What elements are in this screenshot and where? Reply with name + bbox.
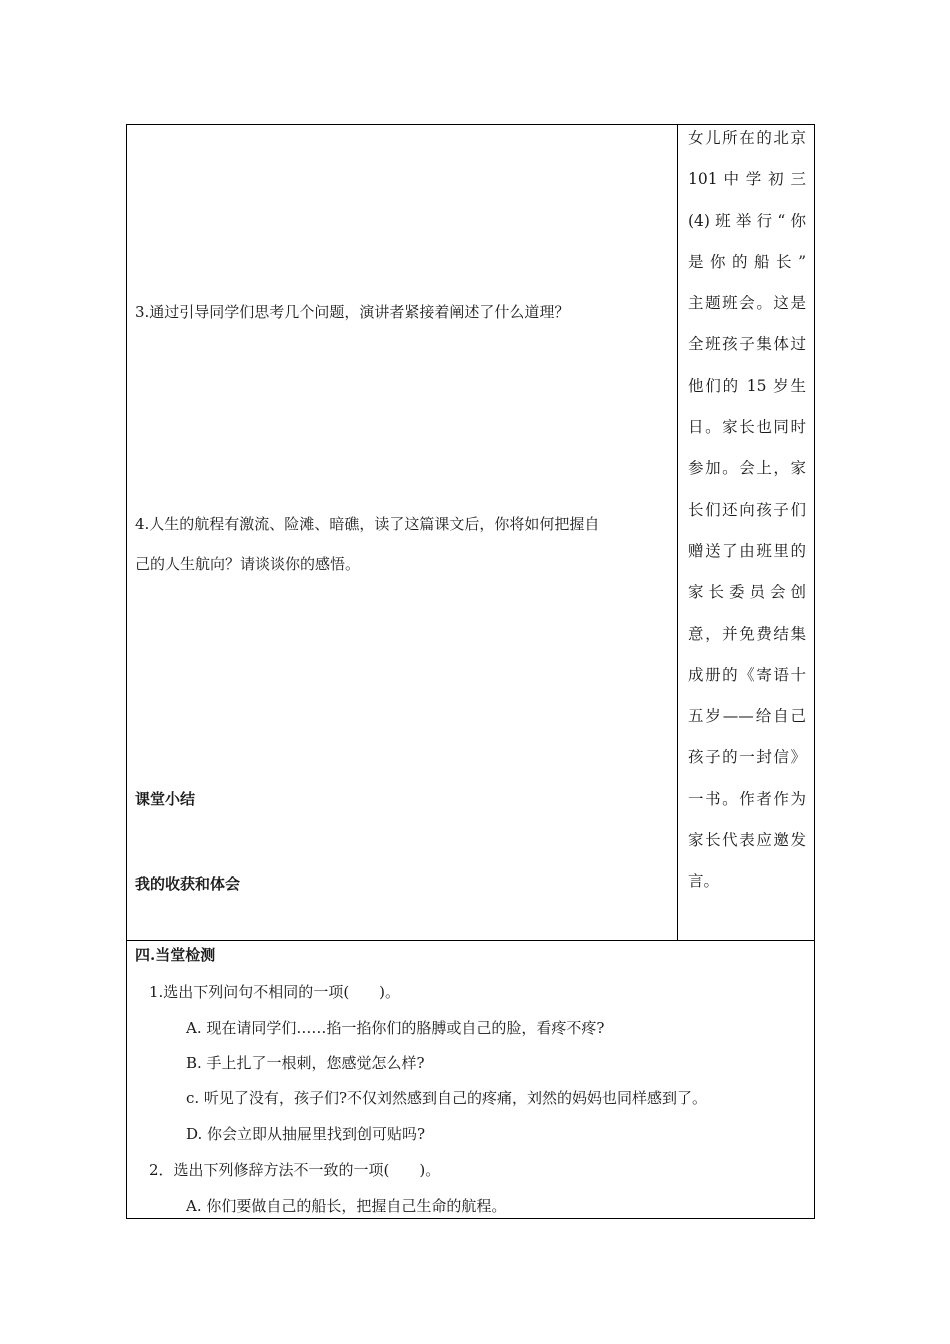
note-line: 五岁——给自己 xyxy=(688,707,806,726)
note-line: 孩子的一封信》 xyxy=(688,748,806,767)
section-4-heading: 四.当堂检测 xyxy=(135,946,216,964)
gains-heading: 我的收获和体会 xyxy=(135,875,241,893)
question-4-line2: 己的人生航向？请谈谈你的感悟。 xyxy=(135,555,361,573)
question-1-option-b: B. 手上扎了一根刺，您感觉怎么样? xyxy=(186,1054,425,1072)
note-line: (4)班举行“你 xyxy=(688,211,806,230)
note-line: 意，并免费结集 xyxy=(688,624,806,643)
note-line: 全班孩子集体过 xyxy=(688,335,806,354)
note-line: 是你的船长” xyxy=(688,252,806,271)
note-line: 家长代表应邀发 xyxy=(688,831,806,850)
summary-heading: 课堂小结 xyxy=(135,790,196,808)
row-divider xyxy=(126,940,815,941)
question-1-option-c: c. 听见了没有，孩子们?不仅刘然感到自己的疼痛，刘然的妈妈也同样感到了。 xyxy=(186,1089,707,1107)
note-line: 他们的 15 岁生 xyxy=(688,376,806,395)
question-3: 3.通过引导同学们思考几个问题，演讲者紧接着阐述了什么道理？ xyxy=(135,303,570,321)
note-line: 参加。会上，家 xyxy=(688,459,806,478)
note-line: 赠送了由班里的 xyxy=(688,541,806,560)
question-1: 1.选出下列问句不相同的一项( )。 xyxy=(149,983,401,1001)
column-divider xyxy=(677,124,678,940)
note-line: 101 中 学 初 三 xyxy=(688,170,806,189)
note-line: 主题班会。这是 xyxy=(688,294,806,313)
question-2: 2．选出下列修辞方法不一致的一项( )。 xyxy=(149,1161,441,1179)
question-1-option-d: D. 你会立即从抽屉里找到创可贴吗? xyxy=(186,1125,426,1143)
note-line: 一书。作者作为 xyxy=(688,789,806,808)
note-line: 成册的《寄语十 xyxy=(688,665,806,684)
question-2-option-a: A. 你们要做自己的船长，把握自己生命的航程。 xyxy=(186,1197,507,1215)
note-line: 言。 xyxy=(688,872,720,891)
note-line: 日。家长也同时 xyxy=(688,418,806,437)
note-line: 长们还向孩子们 xyxy=(688,500,806,519)
question-4-line1: 4.人生的航程有激流、险滩、暗礁，读了这篇课文后，你将如何把握自 xyxy=(135,515,600,533)
note-line: 女儿所在的北京 xyxy=(688,129,806,147)
note-line: 家 长 委 员 会 创 xyxy=(688,583,806,602)
question-1-option-a: A. 现在请同学们……掐一掐你们的胳膊或自己的脸，看疼不疼? xyxy=(186,1019,605,1037)
background-note xyxy=(688,127,806,912)
